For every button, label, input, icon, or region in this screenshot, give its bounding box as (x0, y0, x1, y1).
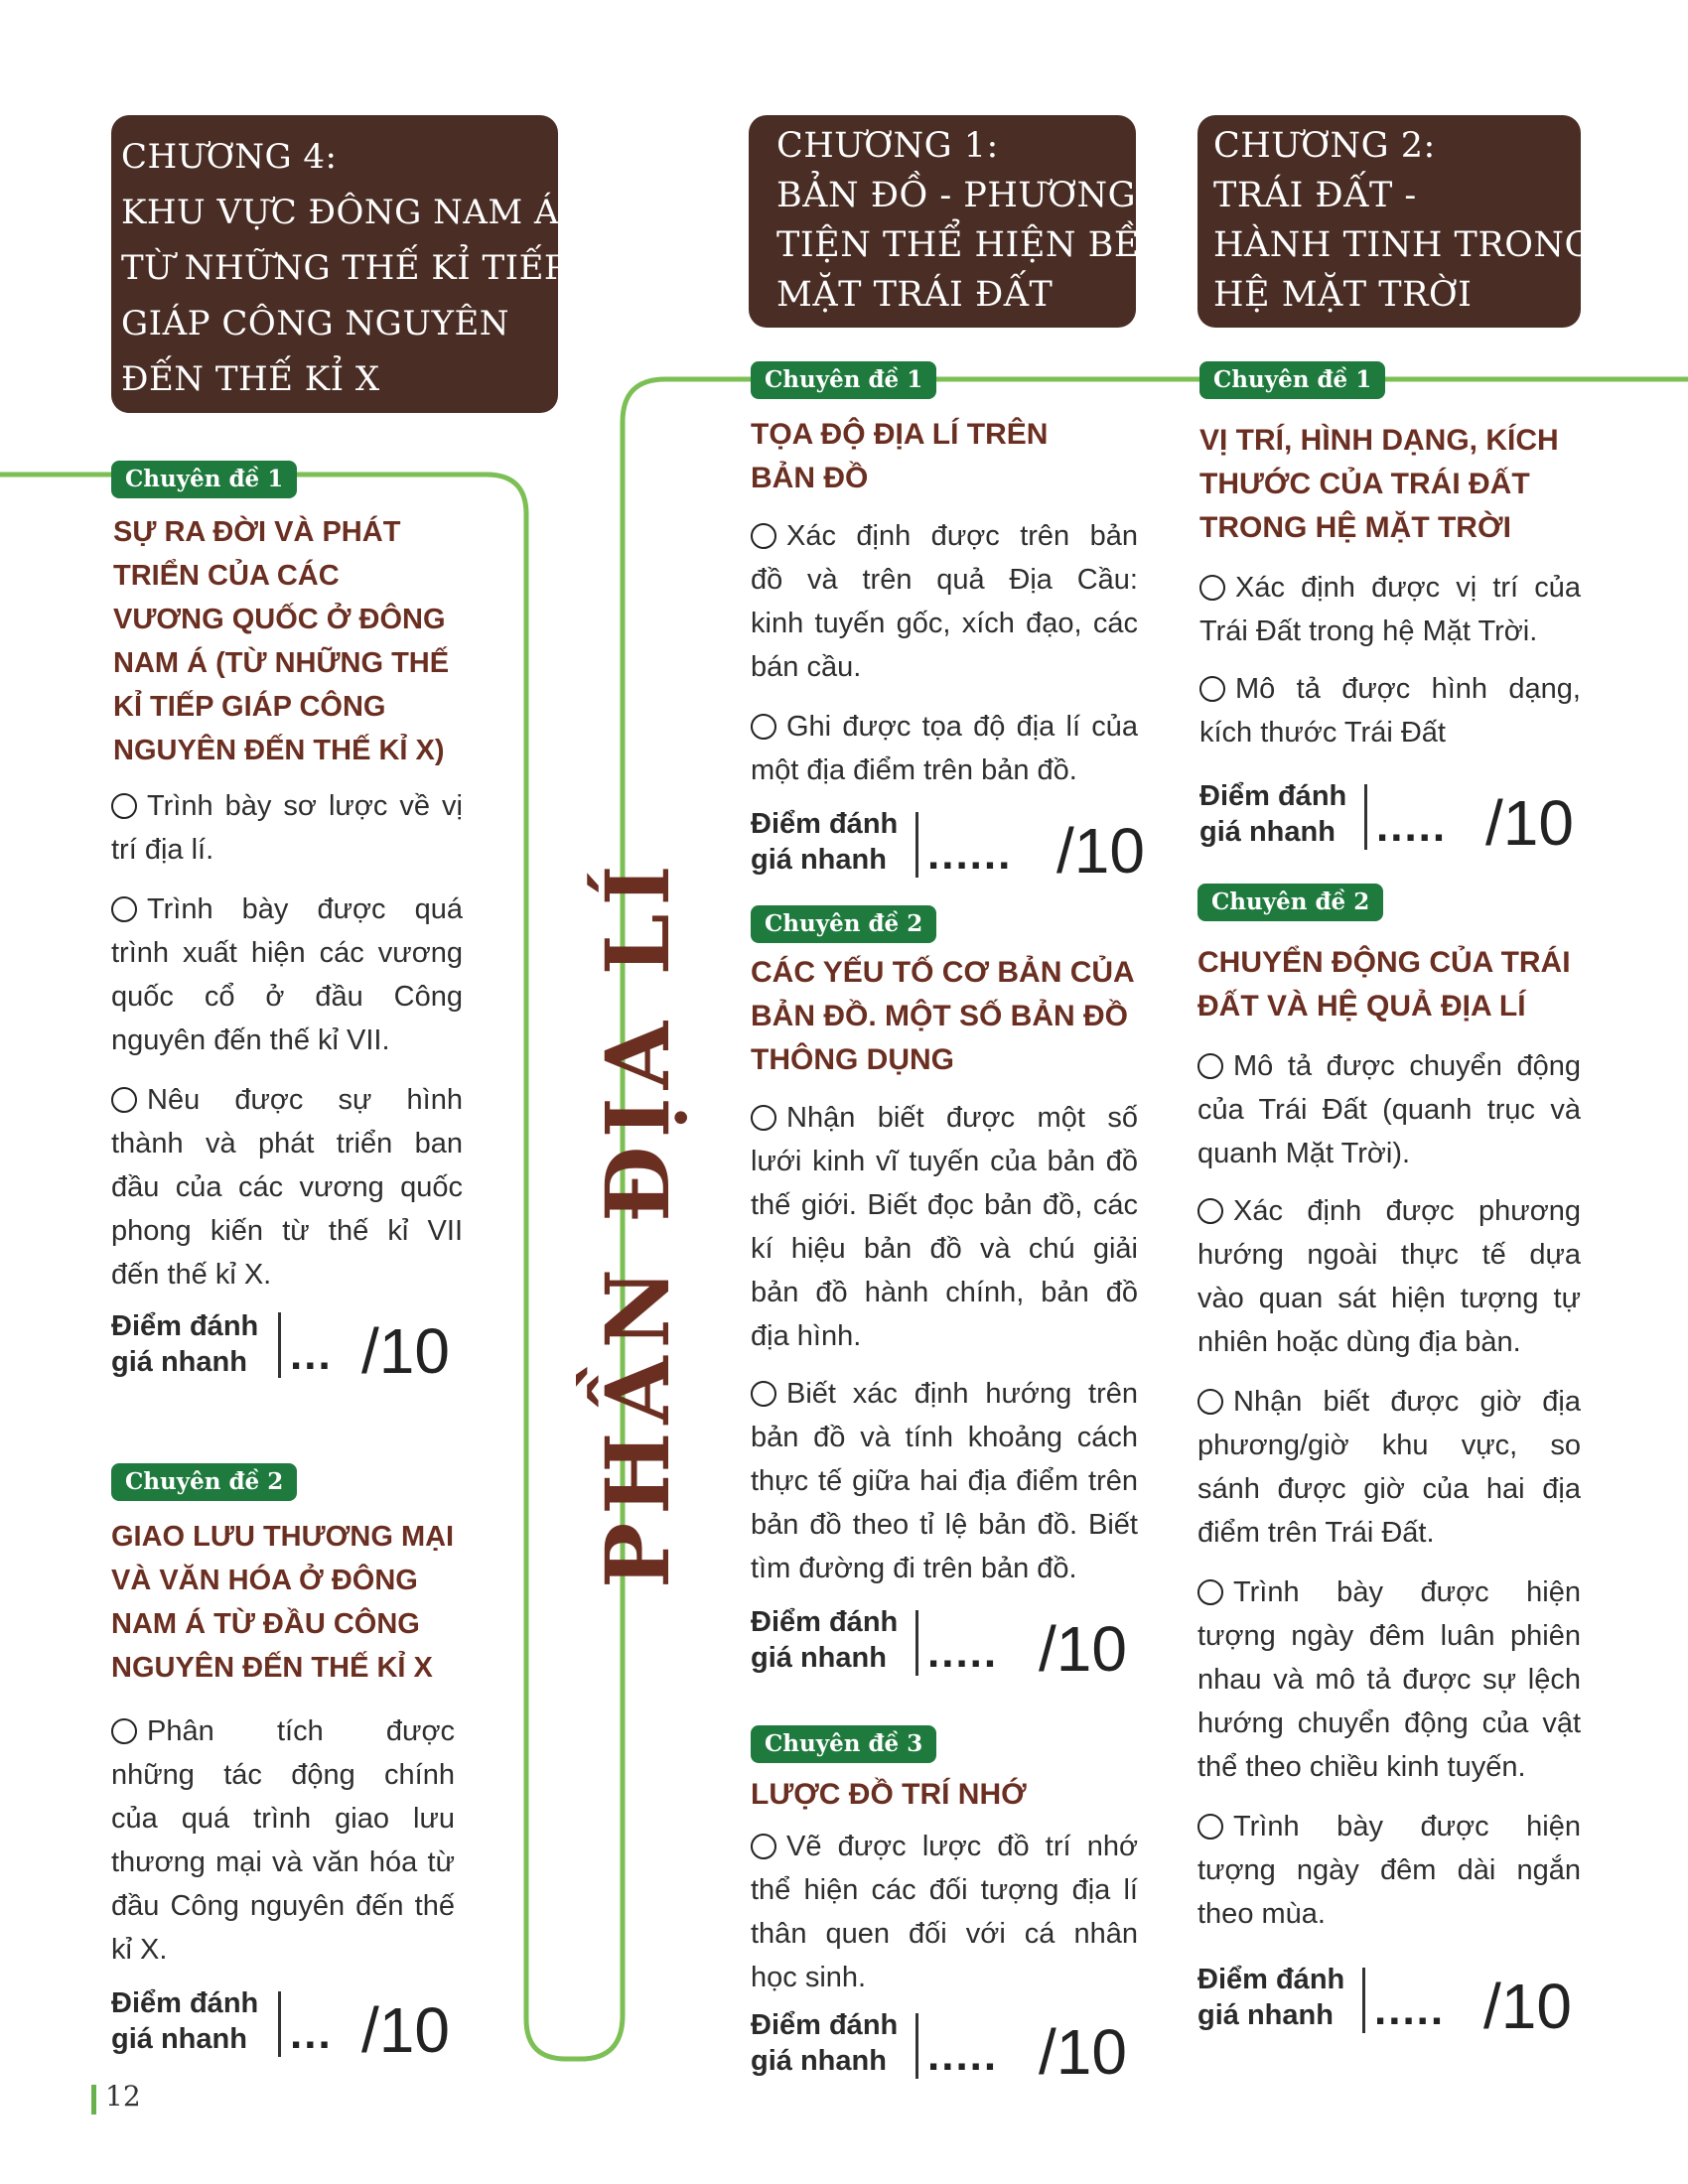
checkbox-circle-icon[interactable] (751, 714, 776, 740)
chapter2-topic1-item-1: Xác định được vị trí của Trái Đất trong hệ Mặt Trời. (1199, 572, 1581, 647)
checkbox-circle-icon[interactable] (1197, 1198, 1223, 1224)
chapter4-topic2-score-max: /10 (361, 1994, 450, 2066)
chapter2-topic1-score-max: /10 (1485, 787, 1574, 859)
chapter4-topic1-item-2: Trình bày được quá trình xuất hiện các vương quốc cổ ở đầu Công nguyên đến thế kỉ VII. (111, 893, 463, 1056)
chapter1-topic2-score-input[interactable]: ..... (927, 1628, 999, 1677)
page-number: 12 (105, 2080, 141, 2113)
chapter2-topic1-badge: Chuyên đề 1 (1199, 361, 1385, 399)
page-number-marker (91, 2085, 96, 2115)
chapter4-topic2-badge: Chuyên đề 2 (111, 1463, 297, 1501)
score-divider (915, 2013, 918, 2079)
chapter4-topic1-score-input[interactable]: ... (290, 1330, 333, 1379)
chapter2-topic2-item-4: Trình bày được hiện tượng ngày đêm luân phiên nhau và mô tả được sự lệch hướng chuyển động của vật thể theo chiều kinh tuyến. (1197, 1576, 1581, 1783)
chapter1-topic3-item-1: Vẽ được lược đồ trí nhớ thể hiện các đối tượng địa lí thân quen đối với cá nhân học sinh. (751, 1831, 1138, 1993)
chapter1-topic3-badge: Chuyên đề 3 (751, 1725, 936, 1763)
score-divider (278, 1312, 281, 1378)
checkbox-circle-icon[interactable] (751, 1105, 776, 1131)
chapter1-topic1-score-input[interactable]: ...... (927, 830, 1013, 879)
chapter2-topic1-score-label: Điểm đánh giá nhanh (1199, 780, 1347, 848)
score-divider (1362, 1968, 1365, 2033)
chapter2-topic2-title: CHUYỂN ĐỘNG CỦA TRÁI ĐẤT VÀ HỆ QUẢ ĐỊA LÍ (1197, 946, 1571, 1023)
chapter2-topic2-score-max: /10 (1483, 1971, 1572, 2042)
checkbox-circle-icon[interactable] (1197, 1579, 1223, 1605)
chapter4-topic1-score-label: Điểm đánh giá nhanh (111, 1310, 259, 1378)
chapter4-topic2-score-input[interactable]: ... (290, 2009, 333, 2058)
chapter1-topic3-score-max: /10 (1039, 2016, 1127, 2088)
chapter1-topic1-score-label: Điểm đánh giá nhanh (751, 808, 899, 876)
checkbox-circle-icon[interactable] (111, 896, 137, 922)
chapter2-topic2-score-label: Điểm đánh giá nhanh (1197, 1964, 1345, 2031)
chapter2-topic2-badge: Chuyên đề 2 (1197, 884, 1383, 921)
chapter1-topic3-score-label: Điểm đánh giá nhanh (751, 2009, 899, 2077)
section-title: PHẦN ĐỊA LÍ (586, 857, 689, 1588)
chapter2-topic2-score-input[interactable]: ..... (1374, 1985, 1446, 2034)
chapter4-topic1-item-3: Nêu được sự hình thành và phát triển ban đầu của các vương quốc phong kiến từ thế kỉ VII đến thế kỉ X. (111, 1084, 463, 1291)
chapter2-topic2-item-5: Trình bày được hiện tượng ngày đêm dài ngắn theo mùa. (1197, 1811, 1581, 1930)
checkbox-circle-icon[interactable] (751, 523, 776, 549)
chapter1-topic1-badge: Chuyên đề 1 (751, 361, 936, 399)
chapter2-topic2-item-3: Nhận biết được giờ địa phương/giờ khu vực, so sánh được giờ của hai địa điểm trên Trái Đất. (1197, 1386, 1581, 1549)
chapter4-topic1-badge: Chuyên đề 1 (111, 461, 297, 498)
chapter1-topic1-title: TỌA ĐỘ ĐỊA LÍ TRÊN BẢN ĐỒ (751, 418, 1049, 494)
chapter1-topic1-score-max: /10 (1056, 815, 1145, 887)
chapter4-topic2-score-label: Điểm đánh giá nhanh (111, 1987, 259, 2055)
score-divider (278, 1991, 281, 2057)
chapter1-topic1-item-2: Ghi được tọa độ địa lí của một địa điểm trên bản đồ. (751, 711, 1138, 786)
chapter2-topic1-score-input[interactable]: ..... (1376, 802, 1448, 851)
checkbox-circle-icon[interactable] (751, 1834, 776, 1859)
chapter1-topic2-score-label: Điểm đánh giá nhanh (751, 1606, 899, 1674)
chapter1-topic3-score-input[interactable]: ..... (927, 2031, 999, 2080)
chapter2-topic1-item-2: Mô tả được hình dạng, kích thước Trái Đất (1199, 673, 1581, 749)
chapter2-topic2-item-1: Mô tả được chuyển động của Trái Đất (quanh trục và quanh Mặt Trời). (1197, 1050, 1581, 1169)
checkbox-circle-icon[interactable] (1199, 575, 1225, 601)
chapter2-topic1-title: VỊ TRÍ, HÌNH DẠNG, KÍCH THƯỚC CỦA TRÁI ĐẤT TRONG HỆ MẶT TRỜI (1199, 424, 1559, 544)
score-divider (1364, 784, 1367, 850)
chapter1-topic3-title: LƯỢC ĐỒ TRÍ NHỚ (751, 1778, 1027, 1811)
checkbox-circle-icon[interactable] (1197, 1389, 1223, 1415)
checkbox-circle-icon[interactable] (111, 1718, 137, 1744)
checkbox-circle-icon[interactable] (1197, 1814, 1223, 1840)
chapter4-topic2-item-1: Phân tích được những tác động chính của quá trình giao lưu thương mại và văn hóa từ đầu Công nguyên đến thế kỉ X. (111, 1715, 455, 1966)
chapter1-topic2-title: CÁC YẾU TỐ CƠ BẢN CỦA BẢN ĐỒ. MỘT SỐ BẢN ĐỒ THÔNG DỤNG (751, 956, 1135, 1076)
chapter4-topic2-title: GIAO LƯU THƯƠNG MẠI VÀ VĂN HÓA Ở ĐÔNG NAM Á TỪ ĐẦU CÔNG NGUYÊN ĐẾN THẾ KỈ X (111, 1521, 455, 1684)
chapter4-topic1-title: SỰ RA ĐỜI VÀ PHÁT TRIỂN CỦA CÁC VƯƠNG QUỐC Ở ĐÔNG NAM Á (TỪ NHỮNG THẾ KỈ TIẾP GIÁP CÔNG NGUYÊN ĐẾN THẾ KỈ X) (113, 516, 450, 766)
checkbox-circle-icon[interactable] (751, 1381, 776, 1407)
chapter1-topic2-badge: Chuyên đề 2 (751, 905, 936, 943)
checkbox-circle-icon[interactable] (1197, 1053, 1223, 1079)
score-divider (915, 812, 918, 878)
chapter2-header: CHƯƠNG 2: TRÁI ĐẤT - HÀNH TINH TRONG HỆ MẶT TRỜI (1197, 115, 1581, 328)
score-divider (915, 1610, 918, 1676)
chapter4-topic1-item-1: Trình bày sơ lược về vị trí địa lí. (111, 790, 463, 866)
chapter2-topic2-item-2: Xác định được phương hướng ngoài thực tế dựa vào quan sát hiện tượng tự nhiên hoặc dùng địa bàn. (1197, 1195, 1581, 1358)
chapter1-topic2-score-max: /10 (1039, 1613, 1127, 1685)
chapter4-header: CHƯƠNG 4: KHU VỰC ĐÔNG NAM Á TỪ NHỮNG THẾ KỈ TIẾP GIÁP CÔNG NGUYÊN ĐẾN THẾ KỈ X (111, 115, 558, 413)
chapter1-topic2-item-1: Nhận biết được một số lưới kinh vĩ tuyến của bản đồ thế giới. Biết đọc bản đồ, các kí hiệu bản đồ và chú giải bản đồ hành chính, bản đồ địa hình. (751, 1102, 1138, 1352)
checkbox-circle-icon[interactable] (1199, 676, 1225, 702)
checkbox-circle-icon[interactable] (111, 793, 137, 819)
chapter4-topic1-score-max: /10 (361, 1315, 450, 1387)
chapter1-topic2-item-2: Biết xác định hướng trên bản đồ và tính khoảng cách thực tế giữa hai địa điểm trên bản đồ theo tỉ lệ bản đồ. Biết tìm đường đi trên bản đồ. (751, 1378, 1138, 1584)
chapter1-topic1-item-1: Xác định được trên bản đồ và trên quả Địa Cầu: kinh tuyến gốc, xích đạo, các bán cầu. (751, 520, 1138, 683)
chapter1-header: CHƯƠNG 1: BẢN ĐỒ - PHƯƠNG TIỆN THỂ HIỆN BỀ MẶT TRÁI ĐẤT (749, 115, 1136, 328)
checkbox-circle-icon[interactable] (111, 1087, 137, 1113)
